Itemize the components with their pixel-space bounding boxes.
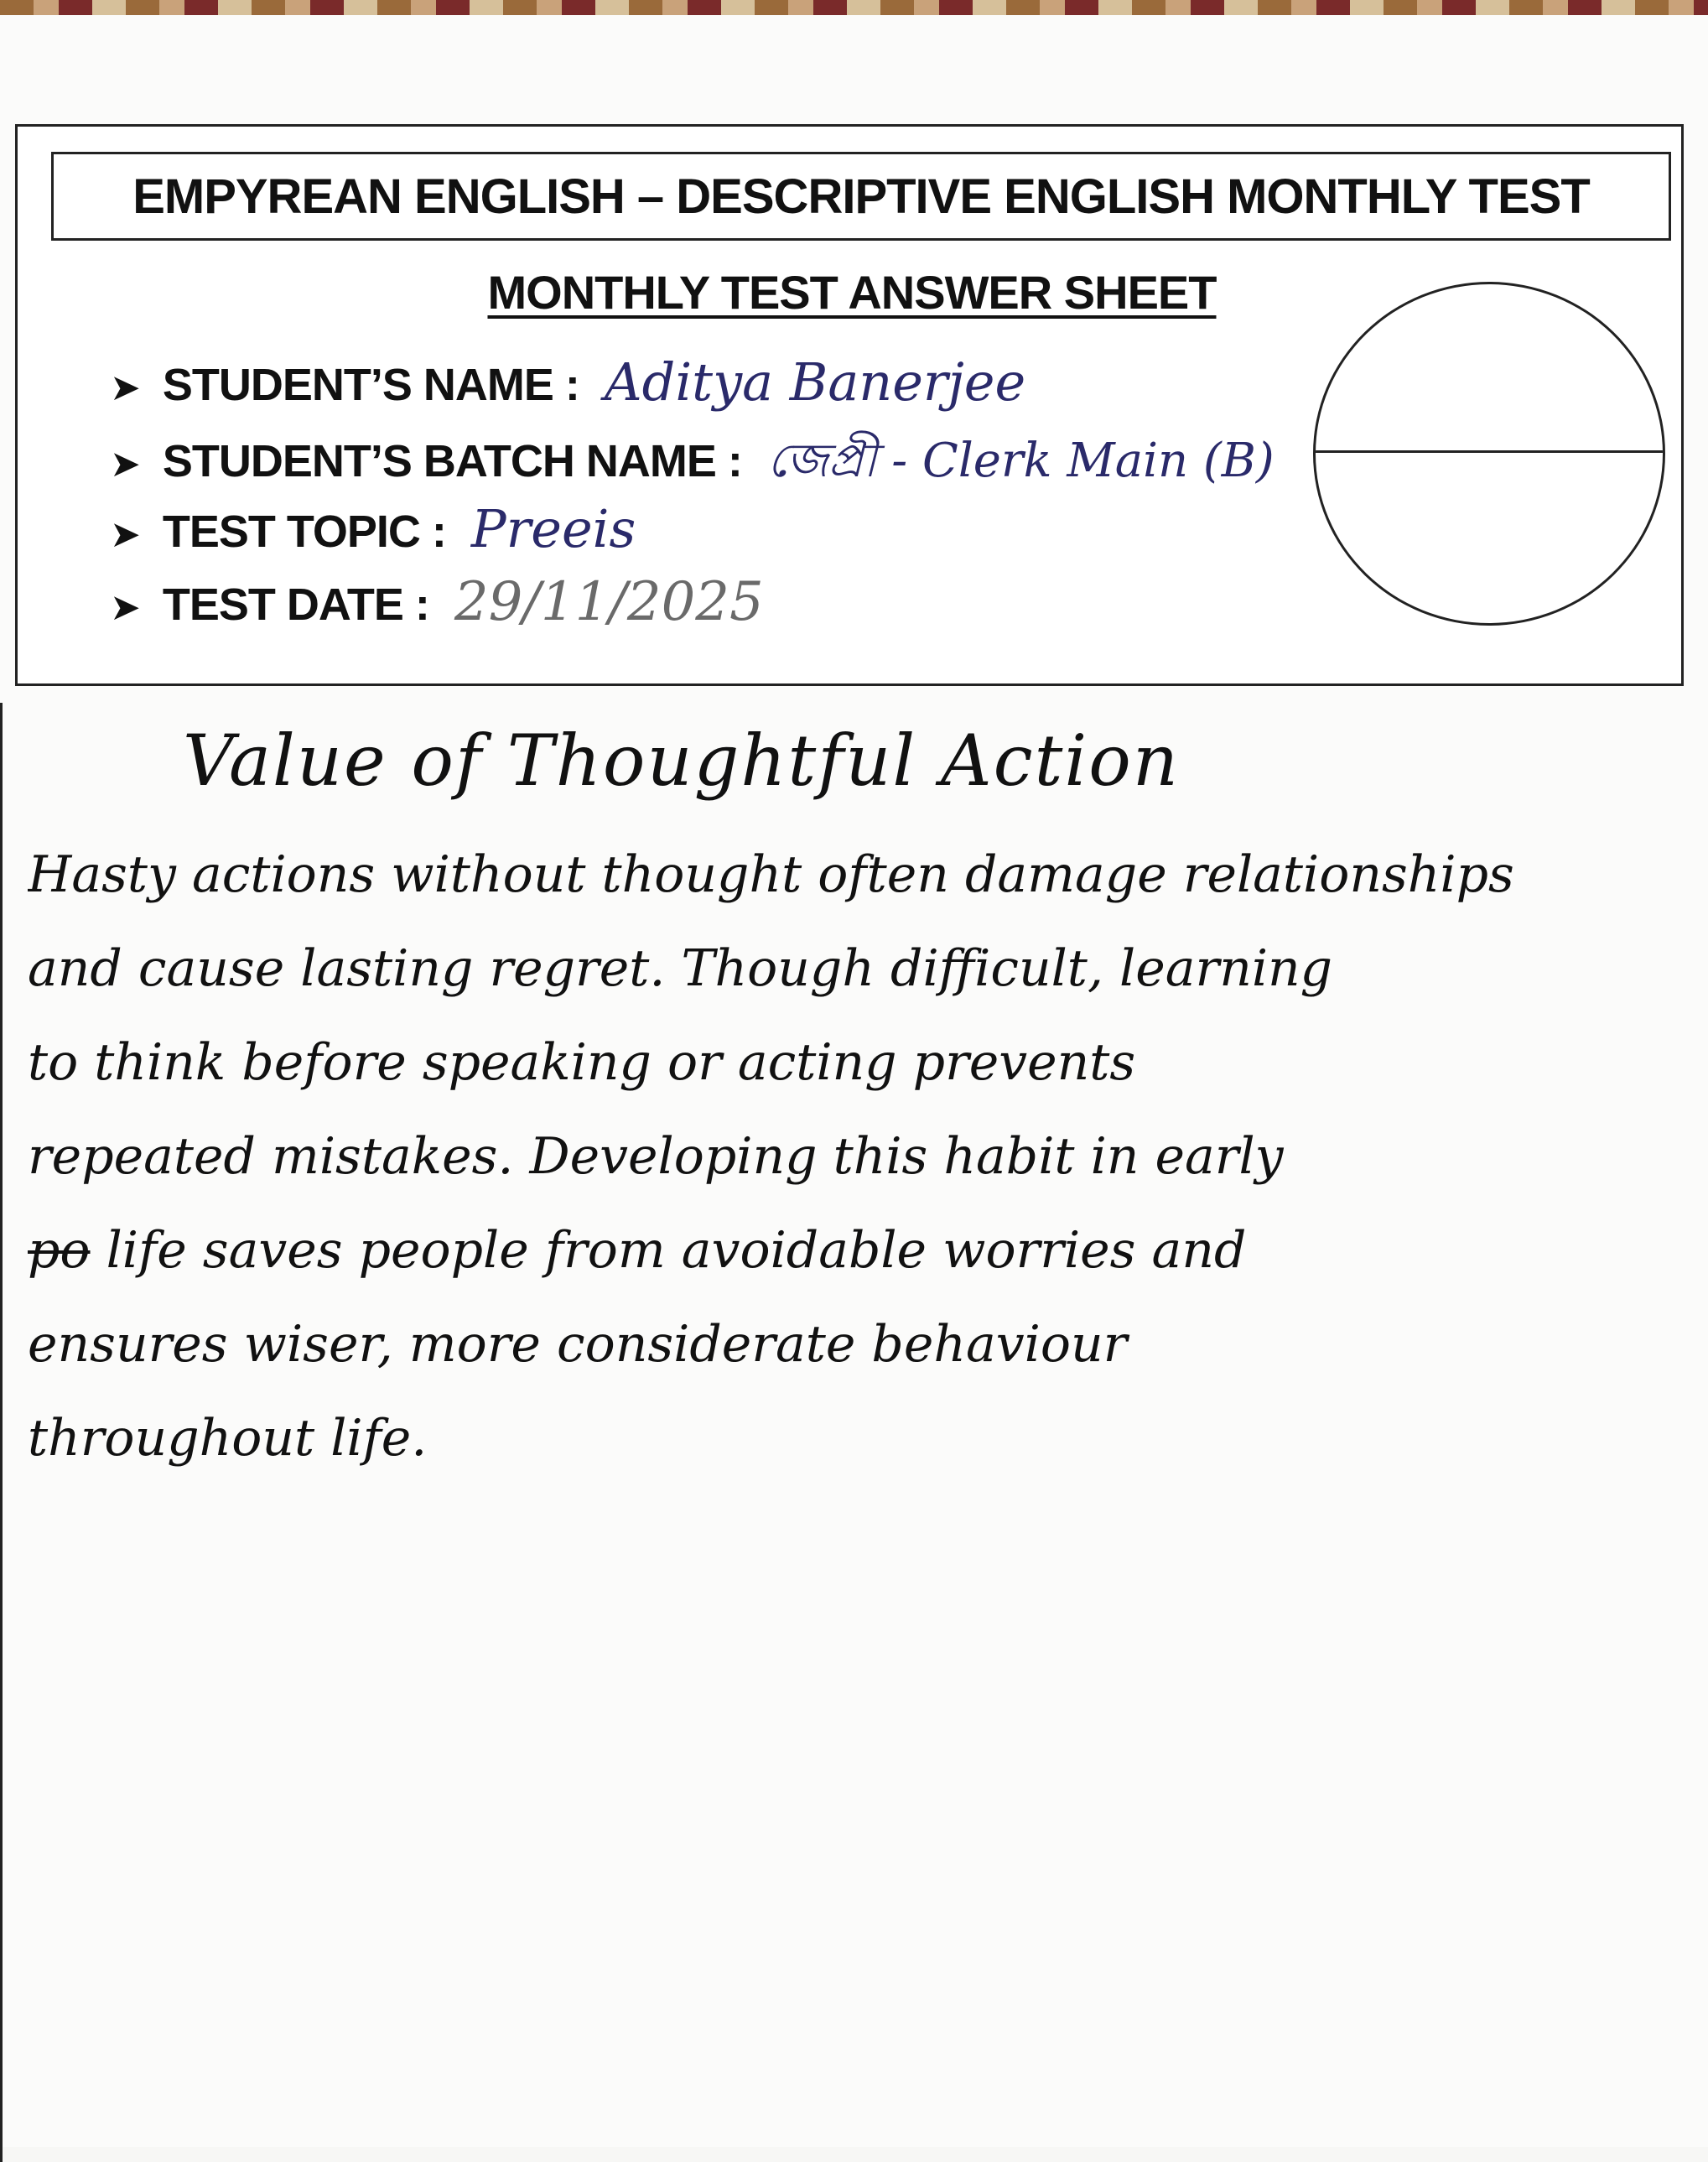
answer-line: Hasty actions without thought often damage relationships [28,845,1514,904]
arrowhead-bullet-icon: ➤ [110,514,141,555]
arrowhead-bullet-icon: ➤ [110,444,141,485]
answer-area [0,703,1708,2162]
answer-line [28,1221,1696,1280]
field-student-name [110,351,1025,413]
answer-text-struck: po [28,1221,91,1280]
arrowhead-bullet-icon: ➤ [110,367,141,408]
answer-line: and cause lasting regret. Though difficult, learning [28,939,1333,998]
field-test-date [110,571,764,633]
field-value: Preeis [470,498,636,559]
answer-line: to think before speaking or acting prevents [28,1033,1136,1092]
field-label: TEST TOPIC : [162,507,446,557]
field-label: STUDENT’S BATCH NAME : [162,436,742,486]
field-label: STUDENT’S NAME : [162,360,579,410]
answer-text: life saves people from avoidable worries and [106,1221,1247,1280]
field-label: TEST DATE : [162,579,429,630]
photo-circle-divider [1316,450,1663,453]
sheet-title: EMPYREAN ENGLISH – DESCRIPTIVE ENGLISH MONTHLY TEST [132,169,1590,224]
title-box [51,152,1671,241]
field-value: Aditya Banerjee [604,351,1026,413]
photo-circle [1313,282,1665,626]
answer-title: Value of Thoughtful Action [183,720,1180,802]
photo-background-strip [0,0,1708,15]
sheet-header [15,124,1684,686]
field-batch-name [110,424,1275,503]
field-value: 29/11/2025 [454,571,764,633]
field-test-topic [110,498,636,559]
field-value: জেপ্রী - Clerk Main (B) [766,434,1275,488]
answer-line: throughout life. [28,1409,428,1468]
arrowhead-bullet-icon: ➤ [110,587,141,628]
answer-line: repeated mistakes. Developing this habit in early [28,1127,1284,1186]
answer-sheet [0,15,1708,2147]
answer-line: ensures wiser, more considerate behaviour [28,1315,1128,1374]
sheet-subtitle-text: MONTHLY TEST ANSWER SHEET [487,266,1217,319]
